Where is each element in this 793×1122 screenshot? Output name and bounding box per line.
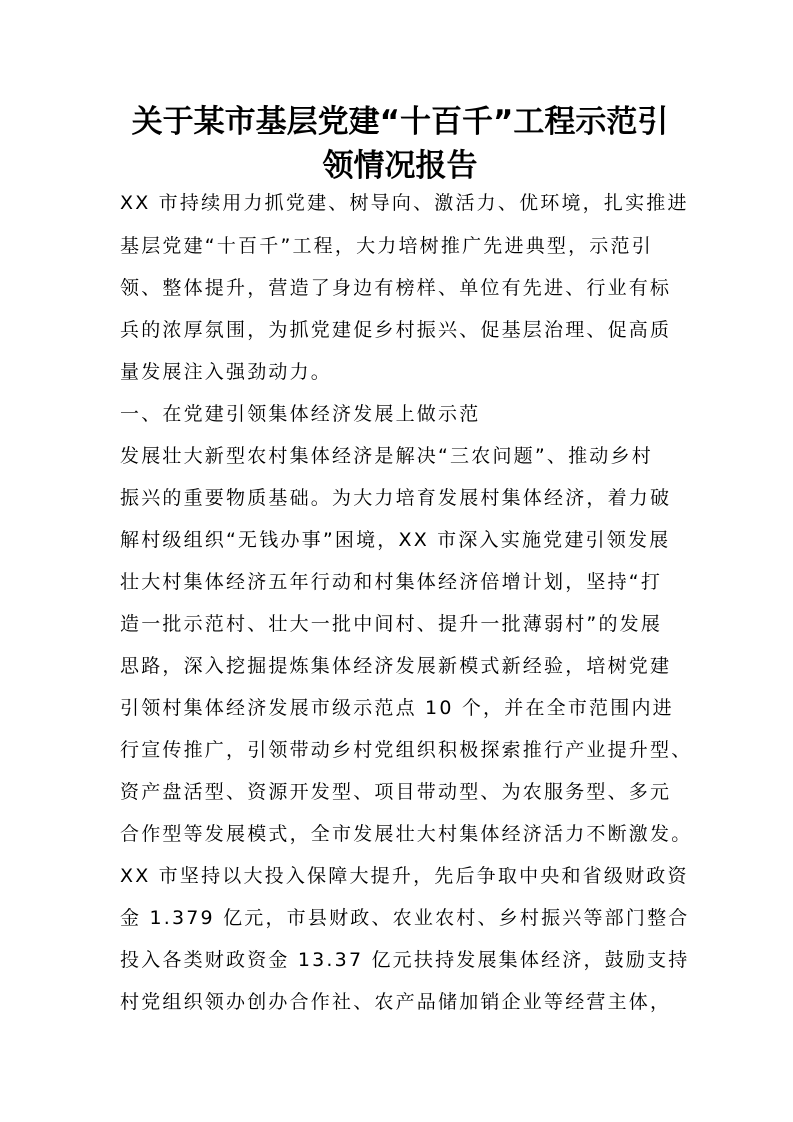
- section-heading: 一、在党建引领集体经济发展上做示范: [120, 403, 481, 425]
- body-text-line: 壮大村集体经济五年行动和村集体经济倍增计划，坚持“打: [120, 571, 663, 593]
- body-text-line: 投入各类财政资金 13.37 亿元扶持发展集体经济，鼓励支持: [120, 949, 690, 971]
- body-text-line: 解村级组织“无钱办事”困境，XX 市深入实施党建引领发展: [120, 529, 671, 551]
- body-text-line: 村党组织领办创办合作社、农产品储加销企业等经营主体，: [120, 991, 672, 1013]
- document-title-line-1: 关于某市基层党建“十百千”工程示范引: [131, 104, 669, 140]
- body-text-line: XX 市持续用力抓党建、树导向、激活力、优环境，扎实推进: [120, 192, 689, 214]
- body-text-line: 资产盘活型、资源开发型、项目带动型、为农服务型、多元: [120, 781, 672, 803]
- body-text-line: 兵的浓厚氛围，为抓党建促乡村振兴、促基层治理、促高质: [120, 319, 672, 341]
- document-title-line-2: 领情况报告: [322, 148, 478, 184]
- body-text-line: 引领村集体经济发展市级示范点 10 个，并在全市范围内进: [120, 697, 674, 719]
- body-text-line: 振兴的重要物质基础。为大力培育发展村集体经济，着力破: [120, 487, 672, 509]
- body-text-line: 行宣传推广，引领带动乡村党组织积极探索推行产业提升型、: [120, 739, 693, 761]
- body-text-line: 思路，深入挖掘提炼集体经济发展新模式新经验，培树党建: [120, 655, 672, 677]
- body-text-line: 合作型等发展模式，全市发展壮大村集体经济活力不断激发。: [120, 823, 693, 845]
- body-text-line: 领、整体提升，营造了身边有榜样、单位有先进、行业有标: [120, 277, 672, 299]
- body-text-line: 金 1.379 亿元，市县财政、农业农村、乡村振兴等部门整合: [120, 907, 690, 929]
- body-text-line: 发展壮大新型农村集体经济是解决“三农问题”、推动乡村: [120, 445, 653, 467]
- body-text-line: 造一批示范村、壮大一批中间村、提升一批薄弱村”的发展: [120, 613, 663, 635]
- body-text-line: 基层党建“十百千”工程，大力培树推广先进典型，示范引: [120, 235, 653, 257]
- body-text-line: XX 市坚持以大投入保障大提升，先后争取中央和省级财政资: [120, 865, 689, 887]
- body-text-line: 量发展注入强劲动力。: [120, 361, 333, 383]
